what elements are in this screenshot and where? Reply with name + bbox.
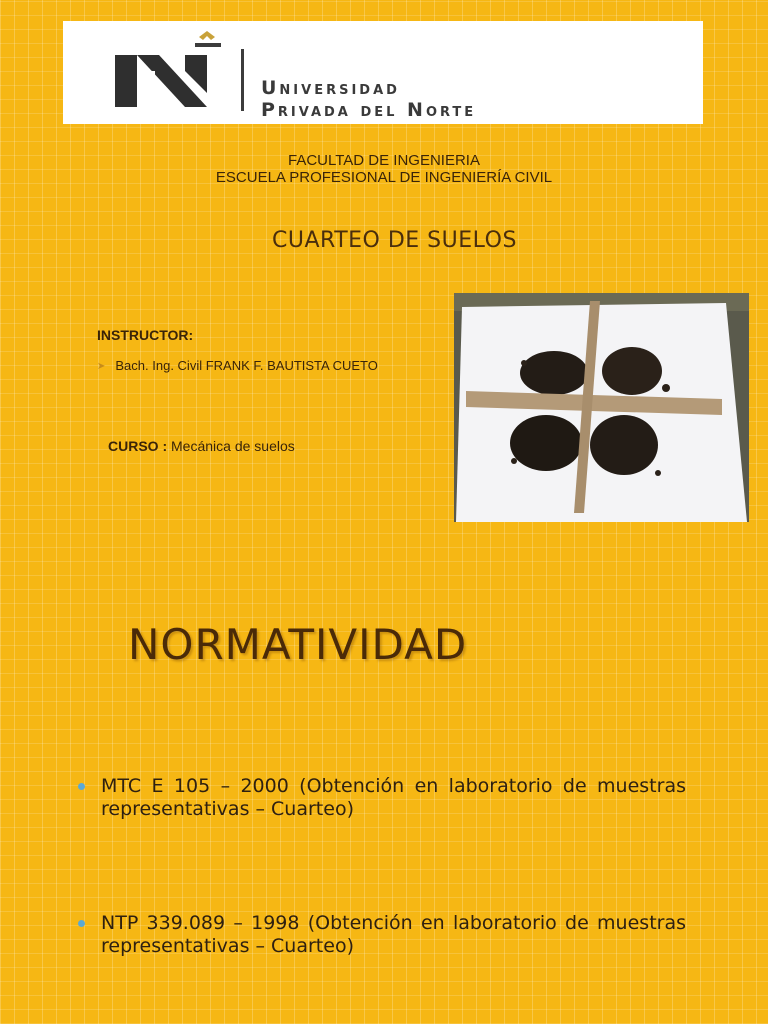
section-title: NORMATIVIDAD — [128, 620, 468, 669]
university-name — [261, 77, 476, 121]
faculty-line2: ESCUELA PROFESIONAL DE INGENIERÍA CIVIL — [215, 169, 553, 186]
soil-quartering-image — [454, 293, 749, 522]
faculty-heading — [0, 152, 768, 186]
faculty-line1: FACULTAD DE INGENIERIA — [288, 152, 480, 169]
norm-text: NTP 339.089 – 1998 (Obtención en laboratorio de muestras representativas – Cuarteo) — [101, 912, 686, 957]
norm-item — [78, 775, 686, 821]
logo-divider — [241, 49, 244, 111]
university-banner — [63, 21, 703, 124]
course-value: Mecánica de suelos — [167, 438, 295, 454]
university-logo-icon — [111, 31, 231, 117]
course-label: CURSO : — [108, 438, 168, 454]
arrow-bullet-icon: ➤ — [97, 361, 106, 372]
university-name-line2: Privada del Norte — [261, 99, 477, 121]
norm-text: MTC E 105 – 2000 (Obtención en laboratorio de muestras representativas – Cuarteo) — [101, 775, 686, 820]
soil-quartering-photo — [454, 293, 749, 522]
course-line — [108, 438, 295, 454]
bullet-dot-icon — [78, 920, 85, 927]
norm-item — [78, 912, 686, 958]
bullet-dot-icon — [78, 783, 85, 790]
instructor-label: INSTRUCTOR: — [97, 327, 194, 343]
instructor-item — [97, 358, 378, 373]
instructor-name: Bach. Ing. Civil FRANK F. BAUTISTA CUETO — [115, 358, 378, 373]
university-name-line1: Universidad — [261, 77, 400, 99]
subject-title: CUARTEO DE SUELOS — [272, 228, 517, 253]
